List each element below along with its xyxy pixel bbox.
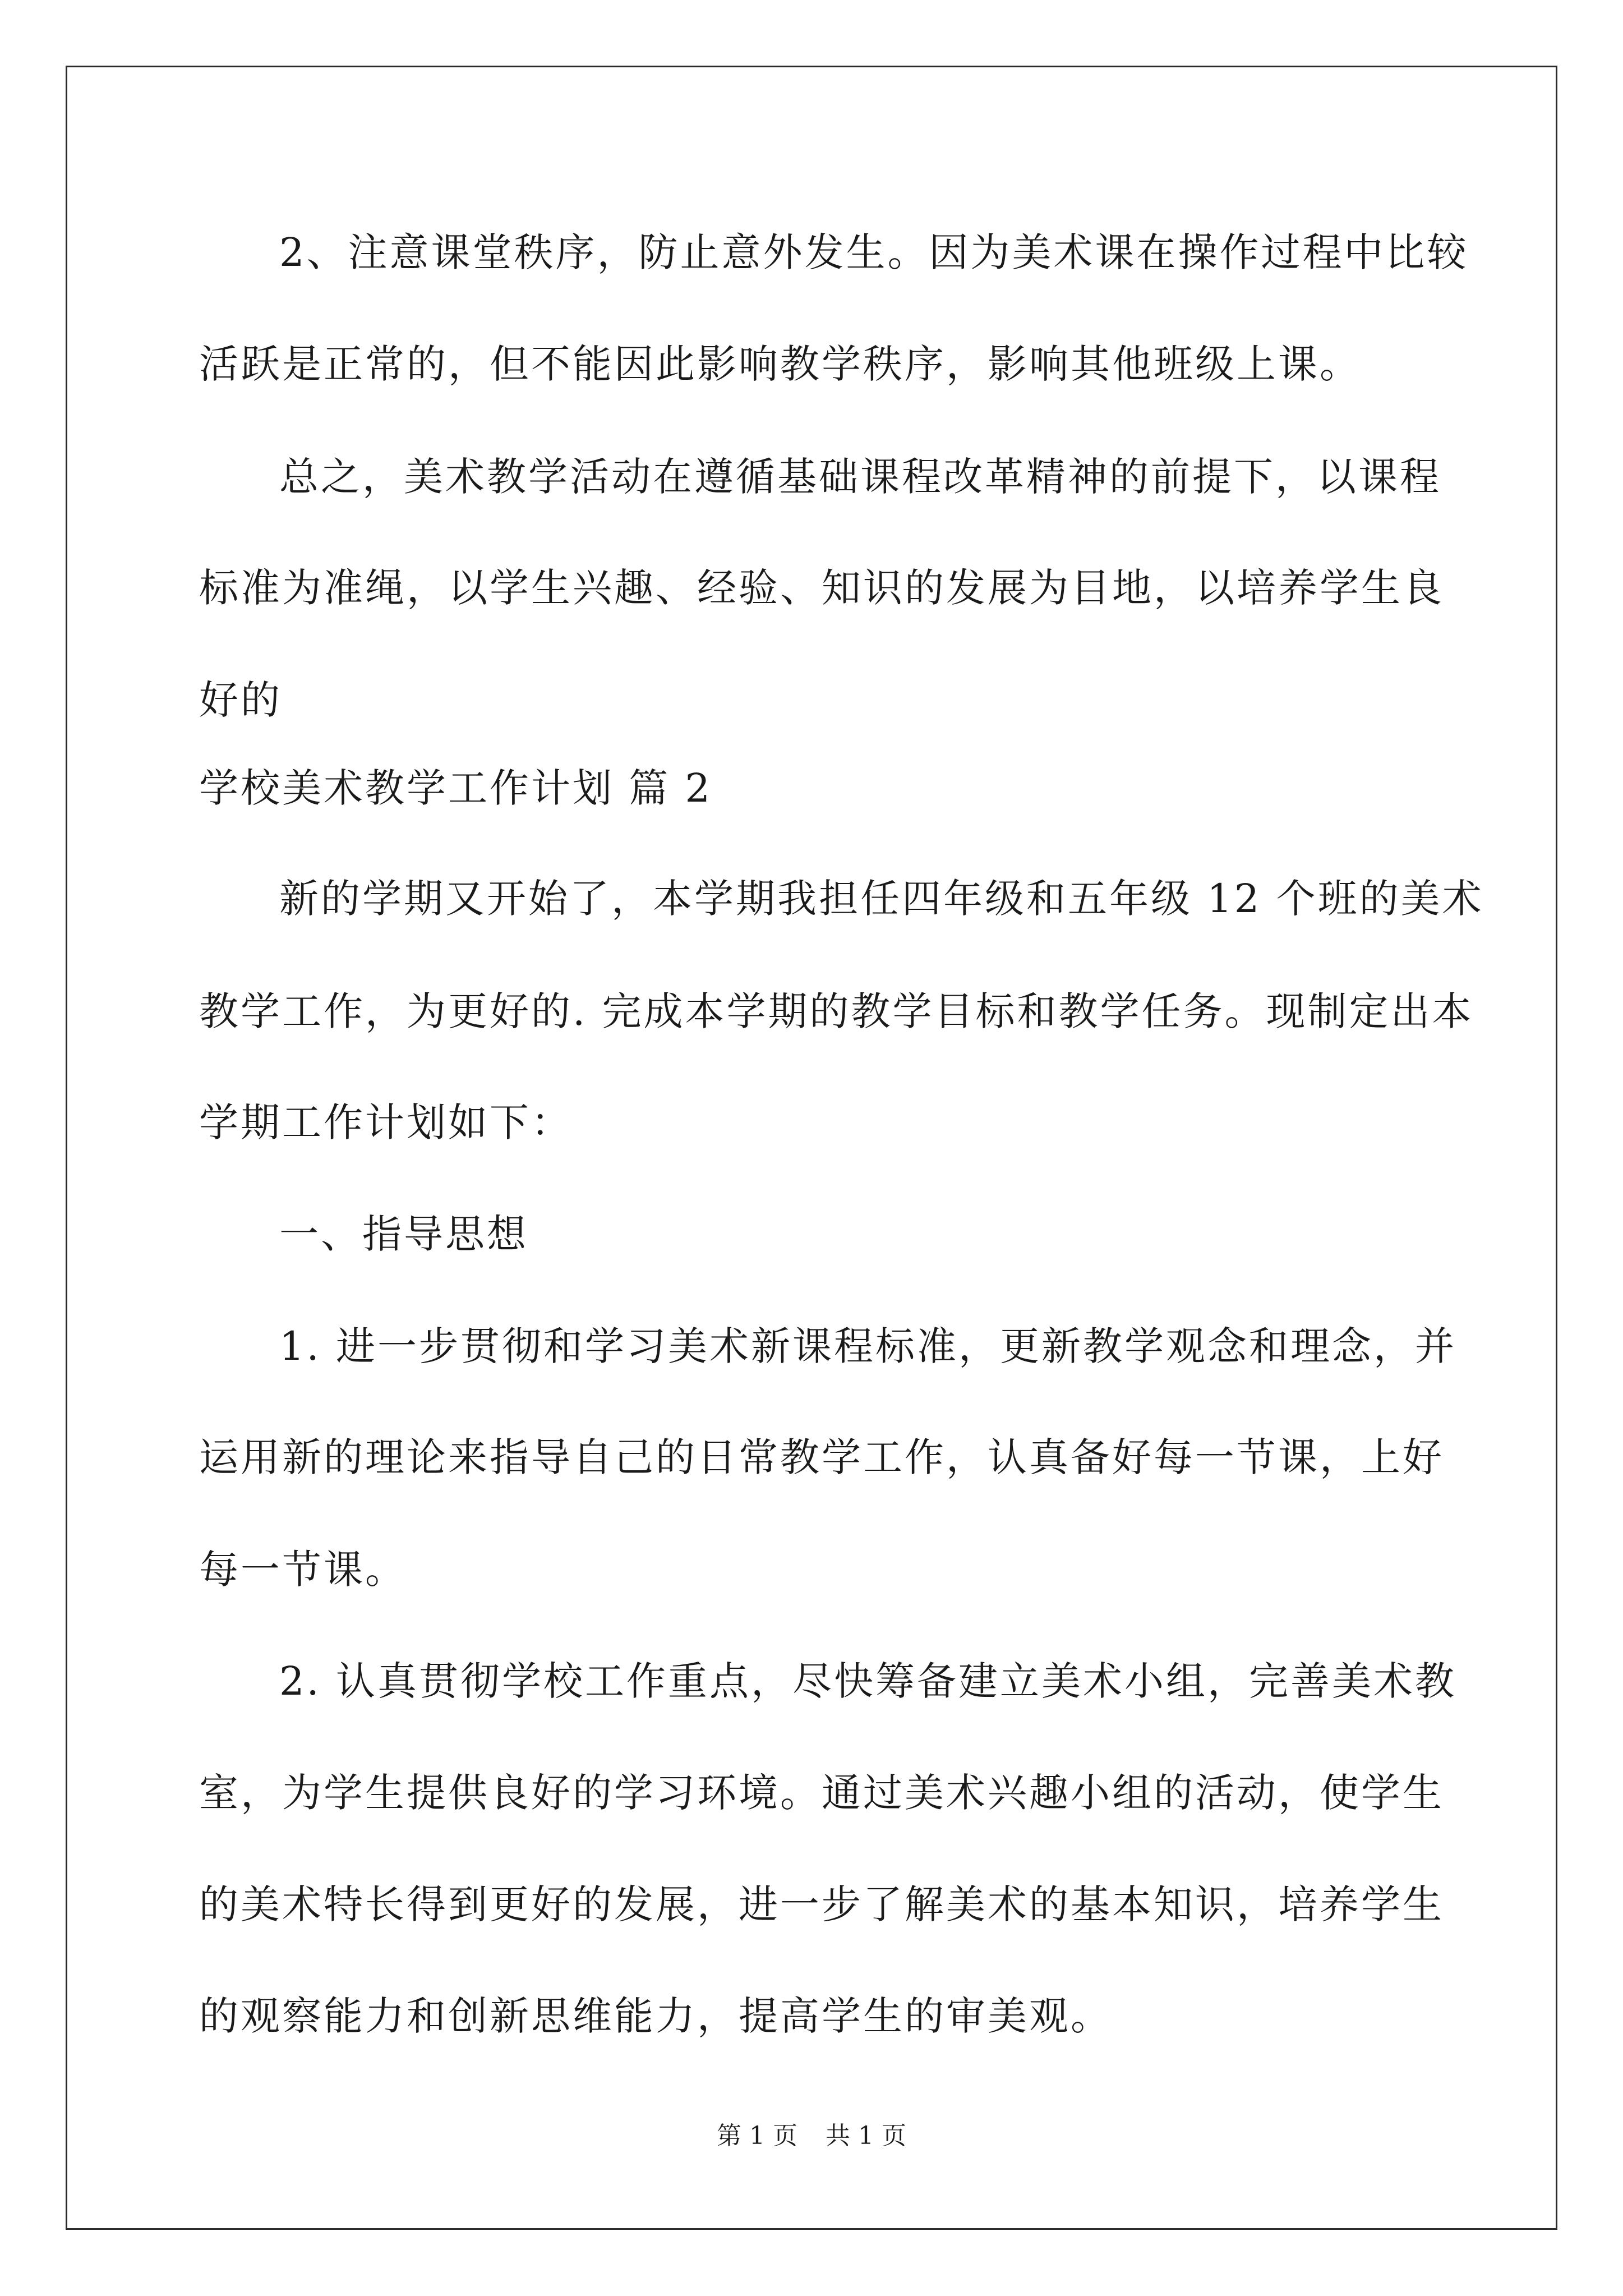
paragraph-line: 活跃是正常的，但不能因此影响教学秩序，影响其他班级上课。 (199, 341, 1361, 387)
paragraph-line: 的观察能力和创新思维能力，提高学生的审美观。 (199, 1993, 1112, 2039)
paragraph-line: 新的学期又开始了，本学期我担任四年级和五年级 12 个班的美术 (279, 876, 1484, 922)
paragraph-line: 学期工作计划如下： (199, 1099, 573, 1145)
paragraph-line: 2、注意课堂秩序，防止意外发生。因为美术课在操作过程中比较 (279, 229, 1469, 275)
paragraph-line: 的美术特长得到更好的发展，进一步了解美术的基本知识，培养学生 (199, 1881, 1444, 1927)
paragraph-line: 运用新的理论来指导自己的日常教学工作，认真备好每一节课，上好 (199, 1434, 1444, 1480)
paragraph-line: 教学工作，为更好的. 完成本学期的教学目标和教学任务。现制定出本 (199, 988, 1474, 1034)
section-heading: 学校美术教学工作计划 篇 2 (199, 765, 713, 811)
paragraph-line: 标准为准绳，以学生兴趣、经验、知识的发展为目地，以培养学生良 (199, 565, 1444, 611)
page-total: 共 1 页 (826, 2122, 906, 2150)
paragraph-line: 总之，美术教学活动在遵循基础课程改革精神的前提下，以课程 (279, 454, 1441, 500)
paragraph-line: 好的 (199, 677, 282, 723)
subsection-heading: 一、指导思想 (279, 1211, 528, 1257)
page-number: 第 1 页 (717, 2122, 797, 2150)
paragraph-line: 2. 认真贯彻学校工作重点，尽快筹备建立美术小组，完善美术教 (279, 1658, 1457, 1704)
paragraph-line: 1. 进一步贯彻和学习美术新课程标准，更新教学观念和理念，并 (279, 1323, 1457, 1369)
paragraph-line: 每一节课。 (199, 1547, 407, 1593)
page-footer (0, 2119, 1623, 2153)
paragraph-line: 室，为学生提供良好的学习环境。通过美术兴趣小组的活动，使学生 (199, 1770, 1444, 1816)
